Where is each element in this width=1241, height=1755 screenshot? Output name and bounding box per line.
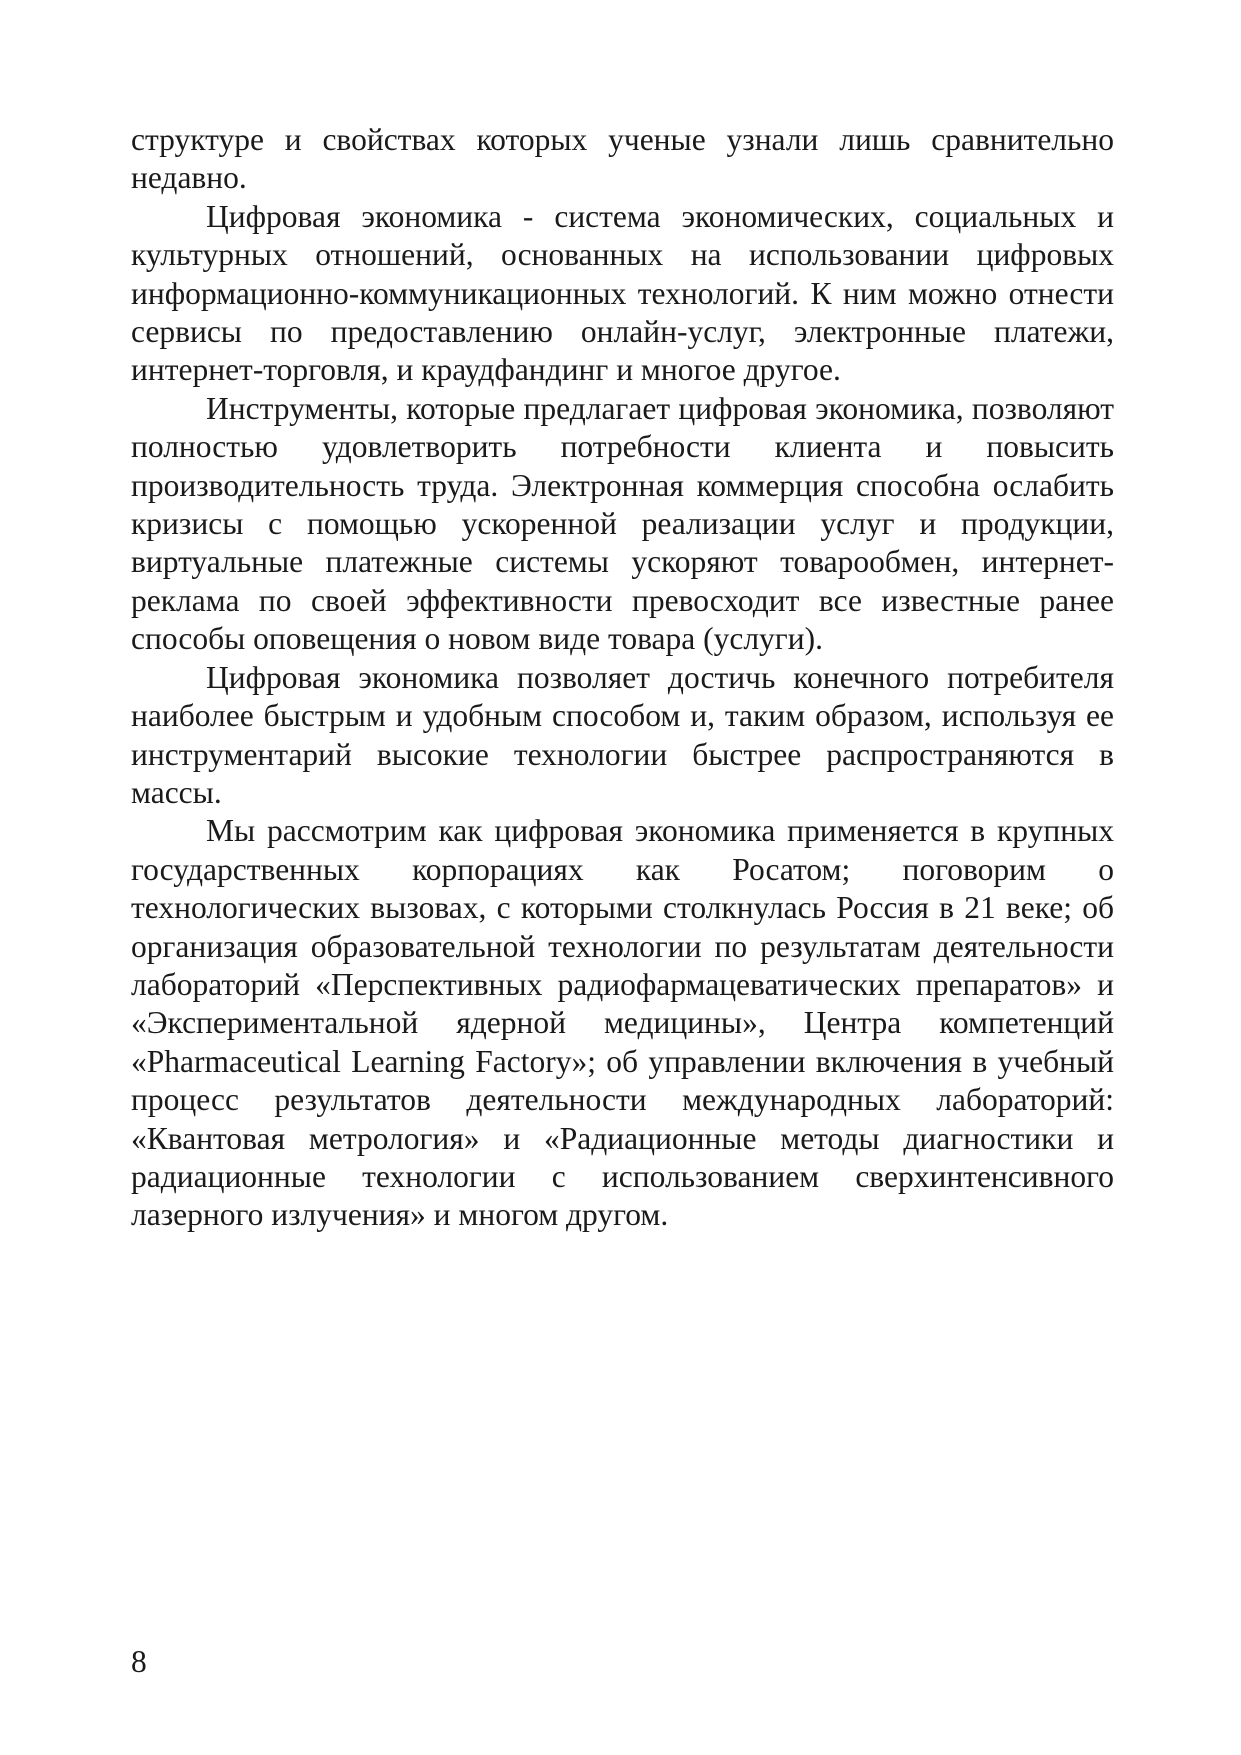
paragraph-instruments: Инструменты, которые предлагает цифровая экономика, позволяют полностью удовлетворить потребности клиента и повысить производительность труда. Электронная коммерция способна ослабить кризисы с помощью ускоренной реализации услуг и продукции, виртуальные платежные системы ускоряют товарообмен, интернет-реклама по своей эффективности превосходит все известные ранее способы оповещения о новом виде товара (услуги). <box>131 390 1114 657</box>
body-text <box>131 121 1114 1235</box>
page-number: 8 <box>131 1644 147 1679</box>
paragraph-end-consumer: Цифровая экономика позволяет достичь конечного потребителя наиболее быстрым и удобным способом и, таким образом, используя ее инструментарий высокие технологии быстрее распространяются в массы. <box>131 659 1114 810</box>
paragraph-overview: Мы рассмотрим как цифровая экономика применяется в крупных государственных корпорациях как Росатом; поговорим о технологических вызовах, с которыми столкнулась Россия в 21 веке; об организация образовательной технологии по результатам деятельности лабораторий «Перспективных радиофармацеватических препаратов» и «Экспериментальной ядерной медицины», Центра компетенций «Pharmaceutical Learning Factory»; об управлении включения в учебный процесс результатов деятельности международных лабораторий: «Квантовая метрология» и «Радиационные методы диагностики и радиационные технологии с использованием сверхинтенсивного лазерного излучения» и многом другом. <box>131 813 1114 1233</box>
paragraph-digital-economy-definition: Цифровая экономика - система экономических, социальных и культурных отношений, основанных на использовании цифровых информационно-коммуникационных технологий. К ним можно отнести сервисы по предоставлению онлайн-услуг, электронные платежи, интернет-торговля, и краудфандинг и многое другое. <box>131 198 1114 388</box>
paragraph-continuation: структуре и свойствах которых ученые узнали лишь сравнительно недавно. <box>131 122 1114 196</box>
